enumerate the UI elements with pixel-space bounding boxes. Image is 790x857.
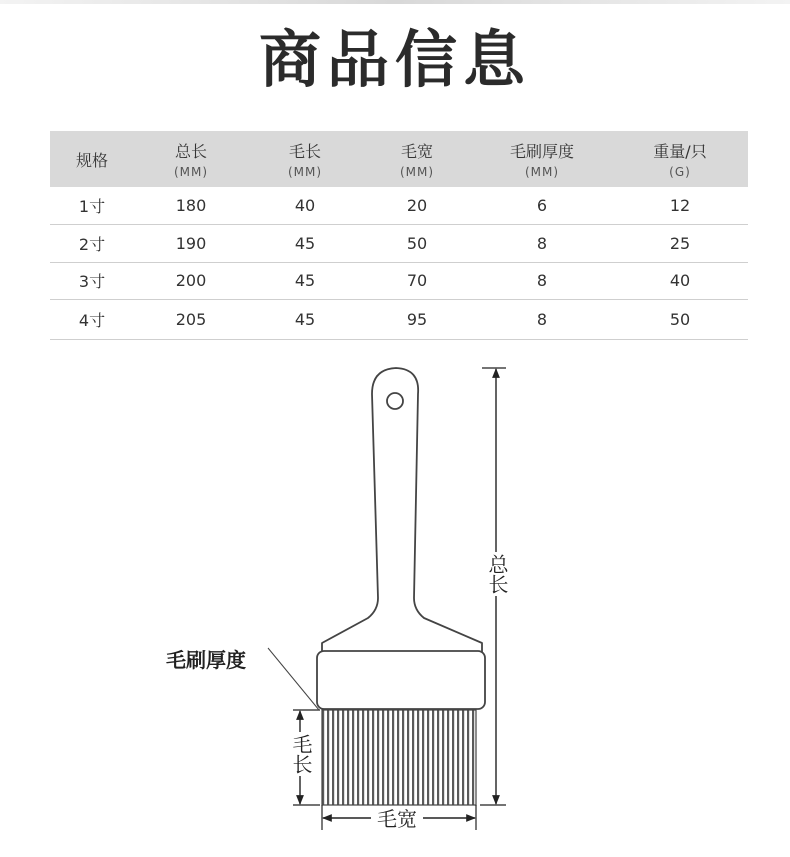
table-cell: 95 [362, 299, 472, 339]
header-unit: (G) [669, 165, 691, 179]
table-cell: 190 [134, 224, 248, 262]
header-label: 毛刷厚度 [509, 142, 574, 161]
table-cell: 45 [248, 224, 362, 262]
brush-ferrule [317, 651, 485, 709]
header-bristle-length [248, 131, 362, 187]
table-cell: 12 [612, 187, 748, 224]
table-row [50, 224, 748, 262]
thickness-leader-line [268, 648, 319, 710]
table-header-row [50, 131, 748, 187]
page-title: 商品信息 [258, 23, 531, 96]
table-cell: 45 [248, 299, 362, 339]
table-cell: 8 [472, 262, 612, 299]
header-bristle-width [362, 131, 472, 187]
spec-table [50, 131, 748, 340]
header-unit: (MM) [287, 165, 323, 179]
header-unit: (MM) [524, 165, 560, 179]
top-divider [0, 0, 790, 4]
table-cell: 4寸 [50, 299, 134, 339]
header-label: 总长 [174, 142, 207, 161]
table-cell: 200 [134, 262, 248, 299]
table-cell: 6 [472, 187, 612, 224]
brush-illustration [0, 350, 790, 853]
table-cell: 50 [362, 224, 472, 262]
table-cell: 50 [612, 299, 748, 339]
table-cell: 45 [248, 262, 362, 299]
header-label: 毛宽 [400, 142, 433, 161]
header-weight [612, 131, 748, 187]
hang-hole [387, 393, 403, 409]
table-row [50, 262, 748, 299]
table-cell: 20 [362, 187, 472, 224]
total-length-label: 总长 [485, 554, 509, 594]
table-cell: 8 [472, 224, 612, 262]
header-label: 重量/只 [653, 142, 707, 161]
header-label: 毛长 [288, 142, 321, 161]
table-row [50, 299, 748, 339]
table-cell: 8 [472, 299, 612, 339]
header-label: 规格 [75, 150, 108, 170]
table-cell: 3寸 [50, 262, 134, 299]
table-cell: 70 [362, 262, 472, 299]
header-bristle-thickness [472, 131, 612, 187]
header-total-length [134, 131, 248, 187]
table-cell: 25 [612, 224, 748, 262]
bristle-width-label: 毛宽 [371, 806, 423, 832]
header-unit: (MM) [173, 165, 209, 179]
table-cell: 1寸 [50, 187, 134, 224]
table-cell: 2寸 [50, 224, 134, 262]
bristle-thickness-label: 毛刷厚度 [166, 648, 246, 672]
brush-handle [322, 368, 482, 652]
table-cell: 40 [248, 187, 362, 224]
table-cell: 40 [612, 262, 748, 299]
brush-dimension-diagram [0, 350, 790, 853]
table-row [50, 187, 748, 224]
table-cell: 205 [134, 299, 248, 339]
header-spec [50, 131, 134, 187]
bristle-length-label: 毛长 [289, 734, 313, 774]
header-unit: (MM) [399, 165, 435, 179]
table-cell: 180 [134, 187, 248, 224]
brush-bristles [322, 710, 476, 805]
